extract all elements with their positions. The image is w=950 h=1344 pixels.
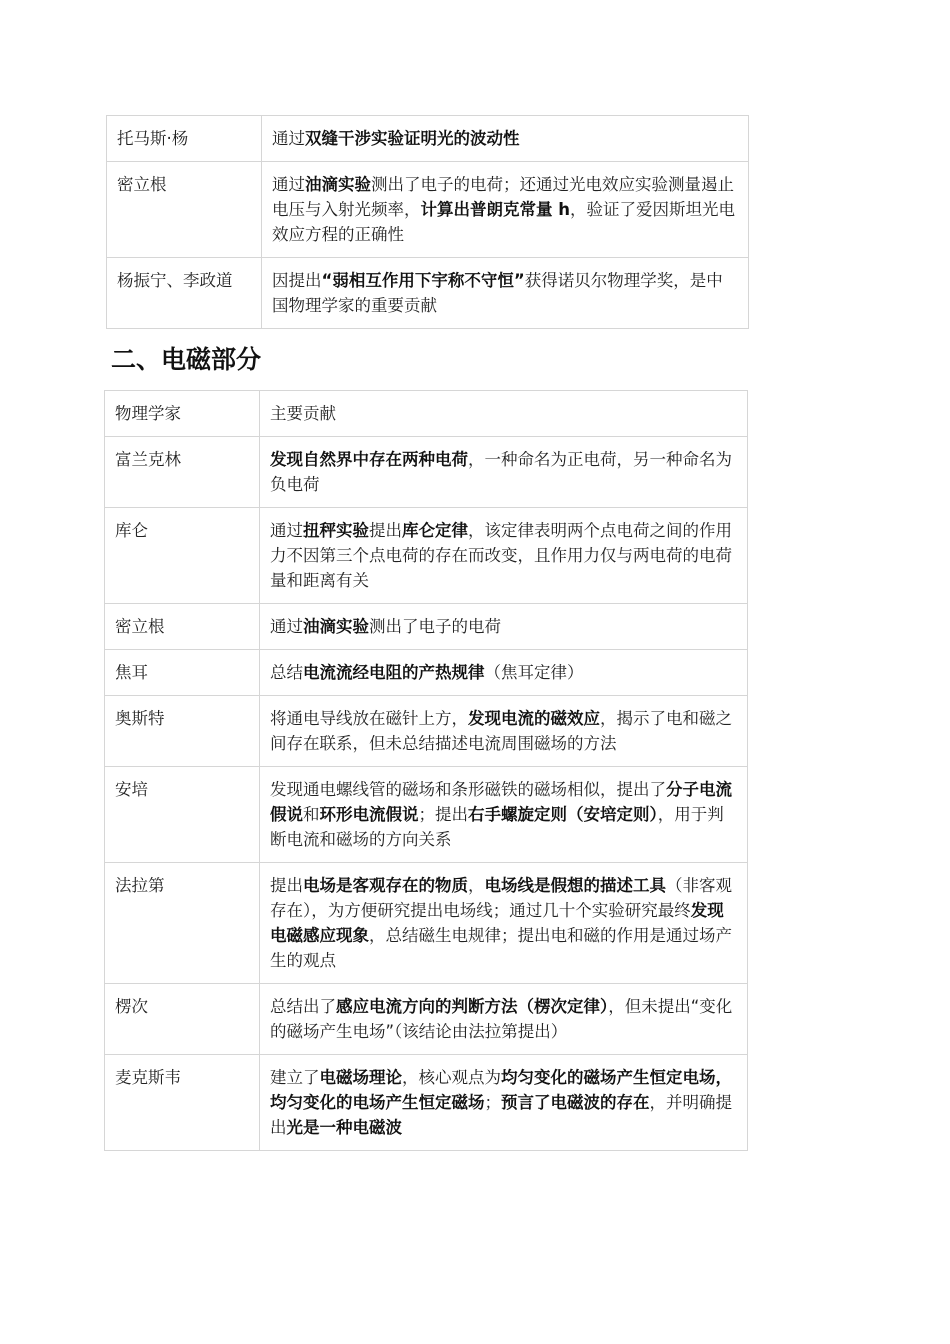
text-run: ，该定律表明两个点电荷之间的作用力不因第三个点电荷的存在而改变，且作用力仅与两电荷的电荷量和距离有关 [270,521,732,590]
table-row [105,696,748,767]
emphasis-text: “弱相互作用下宇称不守恒” [321,271,525,290]
emphasis-text: 油滴实验 [303,617,369,636]
table-row [105,863,748,984]
emphasis-text: 扭秤实验 [303,521,369,540]
table-row [105,767,748,863]
text-run: ，总结磁生电规律；提出电和磁的作用是通过场产生的观点 [270,926,732,970]
physicists-table-continued [106,115,749,329]
text-run: ， [468,876,485,895]
emphasis-text: 油滴实验 [305,175,371,194]
physicist-name: 密立根 [107,162,262,258]
emphasis-text: 电流流经电阻的产热规律 [303,663,485,682]
contribution-text [260,984,748,1055]
table-row [107,116,749,162]
text-run: ，用于判断电流和磁场的方向关系 [270,805,724,849]
text-run: ，验证了爱因斯坦光电效应方程的正确性 [272,200,735,244]
physicist-name: 托马斯·杨 [107,116,262,162]
table-row [105,508,748,604]
emphasis-text: 发现自然界中存在两种电荷 [270,450,468,469]
text-run: （焦耳定律） [484,663,584,682]
physicist-name: 焦耳 [105,650,260,696]
text-run: 测出了电子的电荷 [369,617,501,636]
electromagnetism-table [104,390,748,1151]
text-run: 和 [303,805,320,824]
text-run: 测出了电子的电荷；还通过光电效应实验测量遏止电压与入射光频率， [272,175,734,219]
contribution-text [260,604,748,650]
text-run: 发现通电螺线管的磁场和条形磁铁的磁场相似，提出了 [270,780,666,799]
emphasis-text: 电场是客观存在的物质 [303,876,468,895]
table-body [107,116,749,329]
header-physicist: 物理学家 [105,391,260,437]
text-run: 建立了 [270,1068,320,1087]
emphasis-text: 均匀变化的磁场产生恒定电场，均匀变化的电场产生恒定磁场 [270,1068,732,1112]
text-run: 提出 [369,521,402,540]
emphasis-text: 预言了电磁波的存在 [501,1093,650,1112]
table-row [107,162,749,258]
physicist-name: 库仑 [105,508,260,604]
emphasis-text: 发现电流的磁效应 [468,709,600,728]
text-run: 总结 [270,663,303,682]
physicist-name: 密立根 [105,604,260,650]
section-heading: 二、电磁部分 [111,345,262,374]
contribution-text [260,508,748,604]
physicist-name: 富兰克林 [105,437,260,508]
text-run: ，核心观点为 [402,1068,501,1087]
text-run: ，一种命名为正电荷，另一种命名为负电荷 [270,450,732,494]
emphasis-text: 感应电流方向的判断方法（楞次定律） [336,997,609,1016]
text-run: 总结出了 [270,997,336,1016]
text-run: ； [484,1093,501,1112]
emphasis-text: 电场线是假想的描述工具 [484,876,666,895]
physicist-name: 麦克斯韦 [105,1055,260,1151]
physicist-name: 法拉第 [105,863,260,984]
table-row [105,437,748,508]
text-run: 提出 [270,876,303,895]
physicist-name: 杨振宁、李政道 [107,258,262,329]
text-run: 通过 [270,617,303,636]
text-run: 将通电导线放在磁针上方， [270,709,468,728]
contribution-text [260,437,748,508]
table-body [105,391,748,1151]
text-run: （非客观存在），为方便研究提出电场线；通过几十个实验研究最终 [270,876,732,920]
contribution-text [262,258,749,329]
table-header-row [105,391,748,437]
table-row [107,258,749,329]
table-row [105,1055,748,1151]
physicist-name: 安培 [105,767,260,863]
contribution-text [260,696,748,767]
emphasis-text: 库仑定律 [402,521,468,540]
contribution-text [262,162,749,258]
contribution-text [260,767,748,863]
emphasis-text: 光是一种电磁波 [286,1118,402,1137]
table-row [105,984,748,1055]
header-contribution: 主要贡献 [260,391,748,437]
table-row [105,604,748,650]
physicist-name: 奥斯特 [105,696,260,767]
emphasis-text: 双缝干涉实验证明光的波动性 [305,129,520,148]
contribution-text [262,116,749,162]
text-run: 通过 [272,129,305,148]
physicist-name: 楞次 [105,984,260,1055]
emphasis-text: 右手螺旋定则（安培定则） [468,805,658,824]
emphasis-text: 分子电流假说 [270,780,732,824]
text-run: ；提出 [418,805,468,824]
emphasis-text: 计算出普朗克常量 h [420,200,570,219]
emphasis-text: 发现电磁感应现象 [270,901,724,945]
text-run: 获得诺贝尔物理学奖，是中国物理学家的重要贡献 [272,271,723,315]
emphasis-text: 环形电流假说 [319,805,419,824]
contribution-text [260,863,748,984]
text-run: ，揭示了电和磁之间存在联系，但未总结描述电流周围磁场的方法 [270,709,732,753]
text-run: 因提出 [272,271,322,290]
contribution-text [260,1055,748,1151]
table-row [105,650,748,696]
text-run: 通过 [270,521,303,540]
emphasis-text: 电磁场理论 [319,1068,402,1087]
contribution-text [260,650,748,696]
text-run: ，并明确提出 [270,1093,732,1137]
text-run: 通过 [272,175,305,194]
text-run: ，但未提出“变化的磁场产生电场”（该结论由法拉第提出） [270,997,733,1041]
